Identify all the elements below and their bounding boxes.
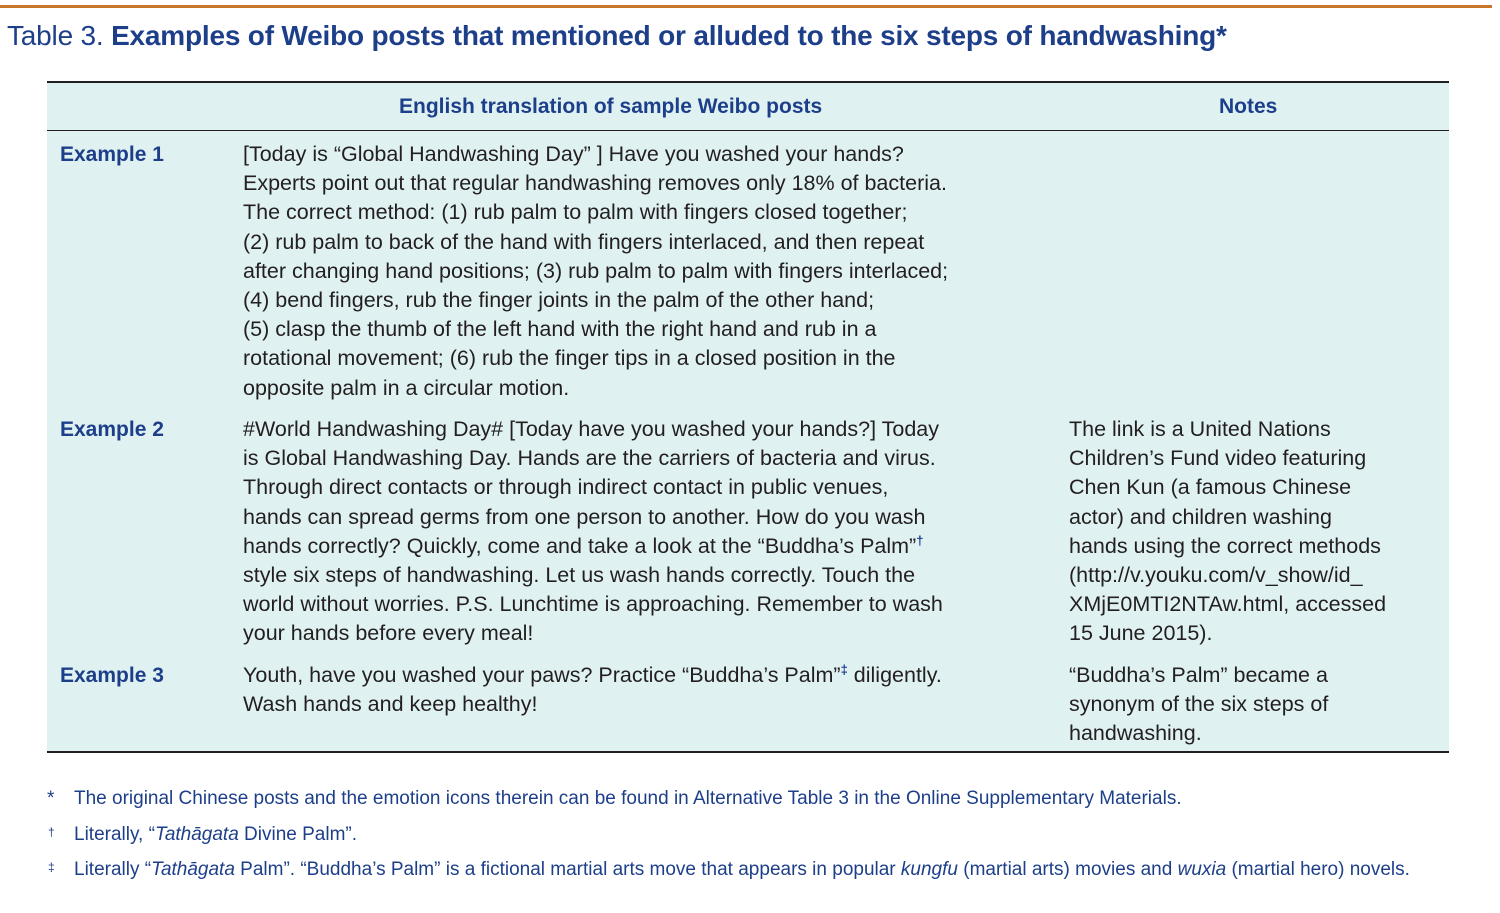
notes-line: (http://v.youku.com/v_show/id_ (1069, 563, 1363, 588)
footnote-italic: Tathāgata (154, 824, 239, 845)
header-translation: English translation of sample Weibo posts (399, 95, 823, 118)
post-translation (243, 415, 1053, 649)
table-header-row (47, 83, 1449, 131)
footnote-italic: Tathāgata (151, 859, 235, 880)
post-line: style six steps of handwashing. Let us wash hands correctly. Touch the (243, 563, 916, 588)
notes-cell (1069, 661, 1444, 749)
post-line: your hands before every meal! (243, 621, 534, 646)
weibo-examples-table (47, 81, 1449, 753)
caption-number: Table 3. (7, 20, 104, 51)
post-line-text: diligently. (847, 663, 942, 687)
post-line: #World Handwashing Day# [Today have you washed your hands?] Today (243, 417, 939, 441)
notes-line: 15 June 2015). (1069, 621, 1213, 646)
post-translation (243, 140, 1053, 403)
header-notes: Notes (1219, 95, 1278, 118)
dagger-footnote-mark: † (916, 532, 924, 548)
notes-line: XMjE0MTI2NTAw.html, accessed (1069, 592, 1387, 617)
row-label: Example 1 (60, 143, 164, 166)
footnote-italic: wuxia (1177, 859, 1227, 880)
post-translation (243, 661, 1053, 719)
post-line: (2) rub palm to back of the hand with fingers interlaced, and then repeat (243, 229, 925, 254)
post-line: The correct method: (1) rub palm to palm with fingers closed together; (243, 200, 908, 225)
footnote-text-part: (martial hero) novels. (1226, 859, 1410, 880)
post-line: [Today is “Global Handwashing Day” ] Have you washed your hands? (243, 142, 904, 166)
post-line: (4) bend fingers, rub the finger joints in the palm of the other hand; (243, 288, 875, 313)
footnote-italic: kungfu (900, 859, 958, 880)
notes-line: handwashing. (1069, 721, 1202, 746)
table-caption (7, 18, 1227, 54)
footnote-text-part: Divine Palm”. (238, 824, 358, 845)
notes-line: actor) and children washing (1069, 504, 1332, 529)
post-line-text: Youth, have you washed your paws? Practice “Buddha’s Palm” (243, 663, 841, 687)
post-line (243, 532, 1053, 561)
footnote-symbol: ‡ (48, 860, 55, 874)
post-line: (5) clasp the thumb of the left hand with the right hand and rub in a (243, 317, 877, 342)
double-dagger-footnote-mark: ‡ (840, 661, 848, 677)
footnote-symbol: † (48, 825, 55, 839)
notes-line: Children’s Fund video featuring (1069, 446, 1367, 471)
post-line: hands can spread germs from one person to another. How do you wash (243, 504, 926, 529)
post-line (243, 661, 1053, 690)
post-line: Wash hands and keep healthy! (243, 692, 538, 717)
top-rule (0, 5, 1492, 8)
post-line: opposite palm in a circular motion. (243, 375, 570, 400)
notes-line: “Buddha’s Palm” became a (1069, 663, 1328, 687)
footnote-text-part: (martial arts) movies and (957, 859, 1178, 880)
notes-line: synonym of the six steps of (1069, 692, 1329, 717)
post-line: rotational movement; (6) rub the finger tips in a closed position in the (243, 346, 896, 371)
row-label: Example 2 (60, 418, 164, 441)
footnote-text-part: Palm”. “Buddha’s Palm” is a fictional martial arts move that appears in popular (234, 859, 901, 880)
notes-line: The link is a United Nations (1069, 417, 1331, 441)
footnote-text-part: Literally, “ (74, 824, 155, 845)
notes-cell (1069, 415, 1444, 649)
post-line: world without worries. P.S. Lunchtime is approaching. Remember to wash (243, 592, 943, 617)
caption-title: Examples of Weibo posts that mentioned or alluded to the six steps of handwashing* (111, 20, 1227, 51)
post-line-text: hands correctly? Quickly, come and take a look at the “Buddha’s Palm” (243, 533, 917, 558)
footnote-text (74, 858, 1439, 882)
post-line: is Global Handwashing Day. Hands are the carriers of bacteria and virus. (243, 446, 936, 471)
footnote-symbol: * (47, 788, 55, 809)
notes-line: hands using the correct methods (1069, 533, 1381, 558)
post-line: after changing hand positions; (3) rub palm to palm with fingers interlaced; (243, 258, 949, 283)
footnote-text-part: Literally “ (74, 859, 152, 880)
footnote-text: The original Chinese posts and the emotion icons therein can be found in Alternative Table 3 in the Online Supplementary Materials. (74, 788, 1182, 809)
row-label: Example 3 (60, 664, 164, 687)
notes-line: Chen Kun (a famous Chinese (1069, 475, 1352, 500)
post-line: Experts point out that regular handwashing removes only 18% of bacteria. (243, 171, 947, 196)
post-line: Through direct contacts or through indirect contact in public venues, (243, 475, 889, 500)
footnote-text (74, 823, 1439, 847)
